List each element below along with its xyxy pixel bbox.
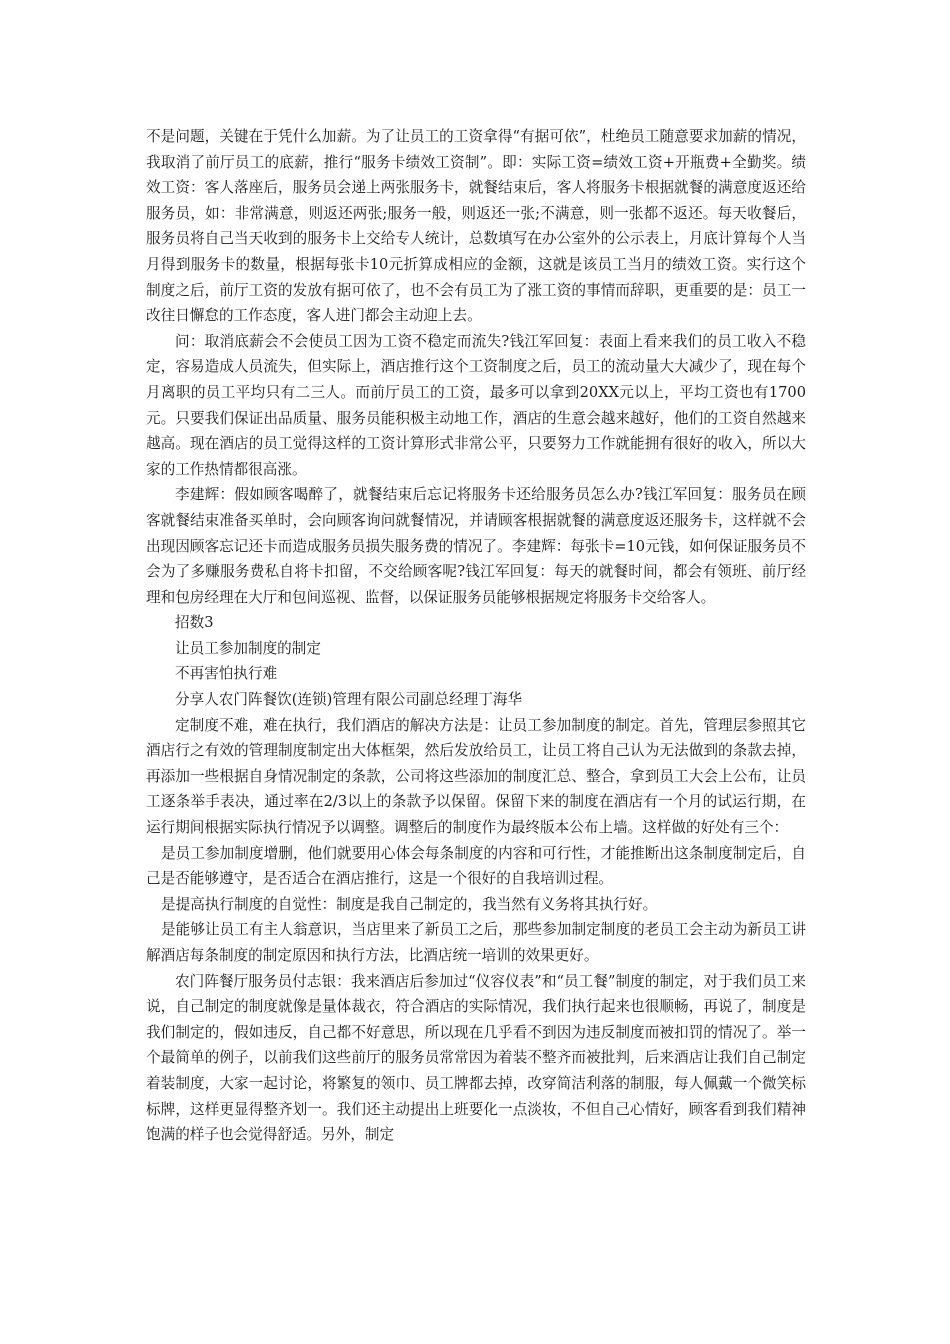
paragraph-rule-making: 定制度不难，难在执行，我们酒店的解决方法是：让员工参加制度的制定。首先，管理层参照其它酒店行之有效的管理制度制定出大体框架，然后发放给员工，让员工将自己认为无法做到的条款去掉，再添加一些根据自身情况制定的条款，公司将这些添加的制度汇总、整合，拿到员工大会上公布，让员工逐条举手表决，通过率在2/3以上的条款予以保留。保留下来的制度在酒店有一个月的试运行期，在运行期间根据实际执行情况予以调整。调整后的制度作为最终版本公布上墙。这样做的好处有三个： bbox=[146, 716, 806, 837]
paragraph-benefit-3: 是能够让员工有主人翁意识，当店里来了新员工之后，那些参加制定制度的老员工会主动为新员工讲解酒店每条制度的制定原因和执行方法，比酒店统一培训的效果更好。 bbox=[146, 921, 806, 964]
paragraph-qa-base-salary: 问：取消底薪会不会使员工因为工资不稳定而流失?钱江军回复：表面上看来我们的员工收入不稳定，容易造成人员流失，但实际上，酒店推行这个工资制度之后，员工的流动量大大减少了，现在每个月离职的员工平均只有二三人。而前厅员工的工资，最多可以拿到20XX元以上，平均工资也有1700元。只要我们保证出品质量、服务员能积极主动地工作，酒店的生意会越来越好，他们的工资自然越来越高。现在酒店的员工觉得这样的工资计算形式非常公平，只要努力工作就能拥有很好的收入，所以大家的工作热情都很高涨。 bbox=[146, 332, 806, 478]
section-subtitle: 不再害怕执行难 bbox=[175, 665, 278, 683]
section-title: 让员工参加制度的制定 bbox=[175, 639, 321, 657]
paragraph-staff-testimonial: 农门阵餐厅服务员付志银：我来酒店后参加过“仪容仪表”和“员工餐”制度的制定，对于我们员工来说，自己制定的制度就像是量体裁衣，符合酒店的实际情况，我们执行起来也很顺畅，再说了，制度是我们制定的，假如违反，自己都不好意思，所以现在几乎看不到因为违反制度而被扣罚的情况了。举一个最简单的例子，以前我们这些前厅的服务员常常因为着装不整齐而被批判，后来酒店让我们自己制定着装制度，大家一起讨论，将繁复的领巾、员工牌都去掉，改穿简洁利落的制服，每人佩戴一个微笑标标牌，这样更显得整齐划一。我们还主动提出上班要化一点淡妆，不但自己心情好，顾客看到我们精神饱满的样子也会觉得舒适。另外，制定 bbox=[146, 972, 806, 1144]
section-heading-tip-3: 招数3 bbox=[175, 614, 214, 632]
section-sharer: 分享人农门阵餐饮(连锁)管理有限公司副总经理丁海华 bbox=[175, 691, 523, 709]
paragraph-benefit-2: 是提高执行制度的自觉性：制度是我自己制定的，我当然有义务将其执行好。 bbox=[161, 895, 658, 913]
paragraph-qa-drunk-customer: 李建辉：假如顾客喝醉了，就餐结束后忘记将服务卡还给服务员怎么办?钱江军回复：服务员在顾客就餐结束准备买单时，会向顾客询问就餐情况，并请顾客根据就餐的满意度返还服务卡，这样就不会出现因顾客忘记还卡而造成服务员损失服务费的情况了。李建辉：每张卡=10元钱，如何保证服务员不会为了多赚服务费私自将卡扣留，不交给顾客呢?钱江军回复：每天的就餐时间，都会有领班、前厅经理和包房经理在大厅和包间巡视、监督，以保证服务员能够根据规定将服务卡交给客人。 bbox=[146, 486, 806, 606]
paragraph-salary-system: 不是问题，关键在于凭什么加薪。为了让员工的工资拿得“有据可依”，杜绝员工随意要求加薪的情况，我取消了前厅员工的底薪，推行“服务卡绩效工资制”。即：实际工资=绩效工资+开瓶费+全勤奖。绩效工资：客人落座后，服务员会递上两张服务卡，就餐结束后，客人将服务卡根据就餐的满意度返还给服务员，如：非常满意，则返还两张;服务一般，则返还一张;不满意，则一张都不返还。每天收餐后，服务员将自己当天收到的服务卡上交给专人统计，总数填写在办公室外的公示表上，月底计算每个人当月得到服务卡的数量，根据每张卡10元折算成相应的金额，这就是该员工当月的绩效工资。实行这个制度之后，前厅工资的发放有据可依了，也不会有员工为了涨工资的事情而辞职，更重要的是：员工一改往日懈怠的工作态度，客人进门都会主动迎上去。 bbox=[146, 128, 806, 325]
document-body bbox=[146, 124, 806, 1148]
paragraph-benefit-1: 是员工参加制度增删，他们就要用心体会每条制度的内容和可行性，才能推断出这条制度制定后，自己是否能够遵守，是否适合在酒店推行，这是一个很好的自我培训过程。 bbox=[146, 844, 806, 888]
